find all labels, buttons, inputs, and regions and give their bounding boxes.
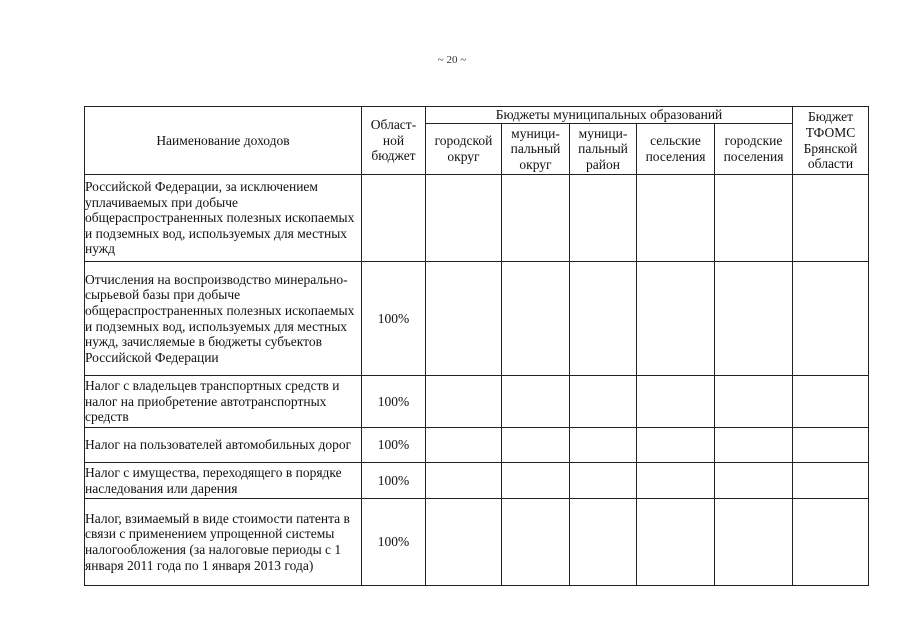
header-income-name: Наименование доходов <box>85 107 362 175</box>
header-regional-budget: Област-ной бюджет <box>362 107 426 175</box>
row-income-name: Отчисления на воспроизводство минерально-сырьевой базы при добыче общераспространенных полезных ископаемых и подземных вод, используемых для местных нужд, зачисляемые в бюджеты субъектов Российской Федерации <box>85 262 362 376</box>
row-municipal-district-cell <box>502 175 570 262</box>
row-rural-settlements-cell <box>637 175 715 262</box>
table-row <box>85 463 869 499</box>
header-municipal-area: муници-пальный район <box>570 124 637 175</box>
header-municipal-budgets: Бюджеты муниципальных образований <box>426 107 793 124</box>
table-row <box>85 262 869 376</box>
row-tfoms-cell <box>793 499 869 586</box>
row-tfoms-cell <box>793 262 869 376</box>
row-rural-settlements-cell <box>637 499 715 586</box>
row-city-district-cell <box>426 376 502 428</box>
row-municipal-district-cell <box>502 428 570 463</box>
row-urban-settlements-cell <box>715 499 793 586</box>
row-regional-share: 100% <box>362 376 426 428</box>
row-income-name: Российской Федерации, за исключением уплачиваемых при добыче общераспространенных полезных ископаемых и подземных вод, используемых для местных нужд <box>85 175 362 262</box>
table-row <box>85 428 869 463</box>
header-tfoms-budget: Бюджет ТФОМС Брянской области <box>793 107 869 175</box>
row-municipal-area-cell <box>570 262 637 376</box>
row-tfoms-cell <box>793 463 869 499</box>
row-city-district-cell <box>426 175 502 262</box>
row-tfoms-cell <box>793 175 869 262</box>
row-income-name: Налог с имущества, переходящего в порядке наследования или дарения <box>85 463 362 499</box>
header-rural-settlements: сельские поселения <box>637 124 715 175</box>
row-regional-share: 100% <box>362 428 426 463</box>
row-municipal-area-cell <box>570 376 637 428</box>
row-rural-settlements-cell <box>637 428 715 463</box>
row-municipal-area-cell <box>570 175 637 262</box>
row-municipal-district-cell <box>502 262 570 376</box>
row-income-name: Налог на пользователей автомобильных дорог <box>85 428 362 463</box>
row-urban-settlements-cell <box>715 262 793 376</box>
row-city-district-cell <box>426 428 502 463</box>
row-city-district-cell <box>426 262 502 376</box>
row-municipal-district-cell <box>502 499 570 586</box>
page-number: ~ 20 ~ <box>437 54 467 66</box>
table-row <box>85 175 869 262</box>
row-municipal-district-cell <box>502 376 570 428</box>
row-regional-share: 100% <box>362 262 426 376</box>
row-municipal-area-cell <box>570 428 637 463</box>
row-rural-settlements-cell <box>637 463 715 499</box>
row-city-district-cell <box>426 499 502 586</box>
row-urban-settlements-cell <box>715 463 793 499</box>
row-regional-share: 100% <box>362 499 426 586</box>
row-regional-share: 100% <box>362 463 426 499</box>
row-municipal-district-cell <box>502 463 570 499</box>
row-tfoms-cell <box>793 376 869 428</box>
income-distribution-table <box>84 106 869 586</box>
row-rural-settlements-cell <box>637 262 715 376</box>
header-city-district: городской округ <box>426 124 502 175</box>
row-urban-settlements-cell <box>715 428 793 463</box>
row-municipal-area-cell <box>570 499 637 586</box>
row-urban-settlements-cell <box>715 175 793 262</box>
header-urban-settlements: городские поселения <box>715 124 793 175</box>
row-tfoms-cell <box>793 428 869 463</box>
row-urban-settlements-cell <box>715 376 793 428</box>
row-regional-share <box>362 175 426 262</box>
row-income-name: Налог с владельцев транспортных средств и налог на приобретение автотранспортных средств <box>85 376 362 428</box>
row-municipal-area-cell <box>570 463 637 499</box>
row-income-name: Налог, взимаемый в виде стоимости патента в связи с применением упрощенной системы налогообложения (за налоговые периоды с 1 января 2011 года по 1 января 2013 года) <box>85 499 362 586</box>
table-row <box>85 499 869 586</box>
header-municipal-district: муници-пальный округ <box>502 124 570 175</box>
row-rural-settlements-cell <box>637 376 715 428</box>
row-city-district-cell <box>426 463 502 499</box>
table-row <box>85 376 869 428</box>
